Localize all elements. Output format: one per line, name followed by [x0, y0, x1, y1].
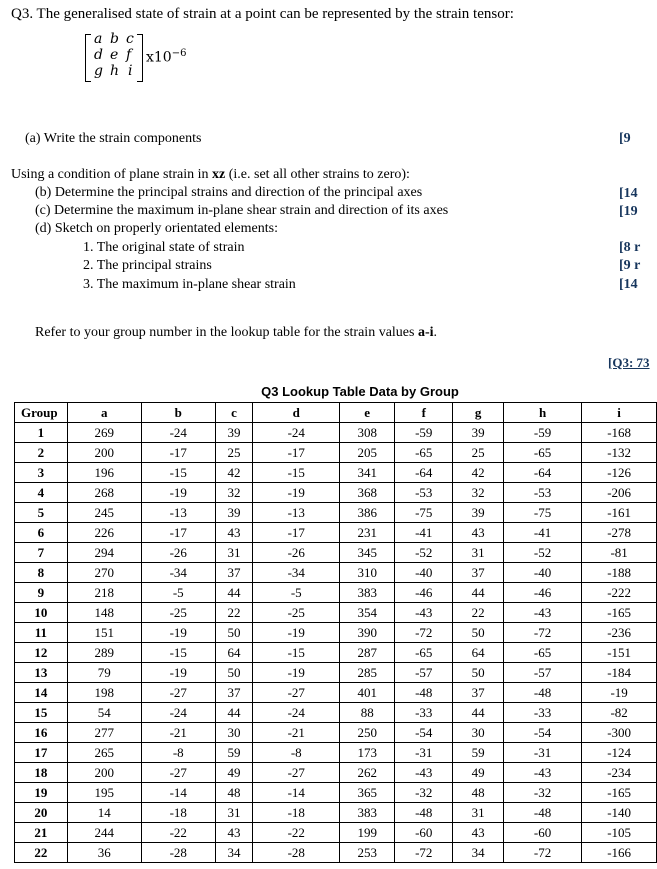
table-row [15, 423, 657, 443]
sub-item-3: 3. The maximum in-plane shear strain [83, 277, 296, 292]
table-header-row [15, 403, 657, 423]
strain-value-cell: 250 [340, 723, 395, 743]
question-title: Q3. The generalised state of strain at a point can be represented by the strain tensor: [11, 6, 514, 22]
strain-value-cell: 50 [453, 623, 504, 643]
strain-value-cell: 34 [215, 843, 253, 863]
table-row [15, 463, 657, 483]
marks-d3: [14 [619, 277, 638, 292]
table-row [15, 443, 657, 463]
column-header-f: f [395, 403, 453, 423]
strain-value-cell: -31 [395, 743, 453, 763]
strain-value-cell: 308 [340, 423, 395, 443]
strain-value-cell: -8 [141, 743, 215, 763]
strain-value-cell: 43 [453, 823, 504, 843]
strain-value-cell: 49 [453, 763, 504, 783]
strain-value-cell: 31 [215, 803, 253, 823]
strain-value-cell: 200 [67, 443, 141, 463]
marks-a: [9 [619, 131, 631, 146]
strain-value-cell: 285 [340, 663, 395, 683]
table-row [15, 563, 657, 583]
strain-value-cell: -21 [253, 723, 340, 743]
strain-value-cell: -166 [582, 843, 657, 863]
strain-value-cell: 44 [453, 703, 504, 723]
strain-value-cell: -24 [253, 703, 340, 723]
strain-value-cell: -72 [395, 843, 453, 863]
strain-value-cell: -72 [503, 623, 581, 643]
strain-value-cell: -15 [141, 643, 215, 663]
sub-item-1: 1. The original state of strain [83, 240, 245, 255]
group-number-cell: 13 [15, 663, 68, 683]
group-number-cell: 12 [15, 643, 68, 663]
strain-value-cell: 200 [67, 763, 141, 783]
strain-value-cell: 365 [340, 783, 395, 803]
table-row [15, 783, 657, 803]
strain-value-cell: 34 [453, 843, 504, 863]
strain-value-cell: 289 [67, 643, 141, 663]
column-header-group: Group [15, 403, 68, 423]
group-number-cell: 18 [15, 763, 68, 783]
strain-value-cell: 244 [67, 823, 141, 843]
strain-value-cell: -72 [503, 843, 581, 863]
table-row [15, 723, 657, 743]
strain-value-cell: 195 [67, 783, 141, 803]
tensor-cell: f [126, 47, 132, 63]
strain-value-cell: -53 [503, 483, 581, 503]
strain-value-cell: -33 [395, 703, 453, 723]
table-row [15, 603, 657, 623]
strain-value-cell: -25 [141, 603, 215, 623]
strain-value-cell: -64 [395, 463, 453, 483]
group-number-cell: 15 [15, 703, 68, 723]
table-row [15, 503, 657, 523]
strain-value-cell: 226 [67, 523, 141, 543]
table-row [15, 683, 657, 703]
strain-value-cell: 44 [215, 583, 253, 603]
lookup-table [14, 402, 657, 863]
strain-value-cell: -41 [395, 523, 453, 543]
column-header-i: i [582, 403, 657, 423]
refer-instruction: Refer to your group number in the lookup table for the strain values a-i. [35, 325, 438, 340]
strain-value-cell: -27 [141, 763, 215, 783]
strain-value-cell: 32 [215, 483, 253, 503]
strain-value-cell: 148 [67, 603, 141, 623]
marks-c: [19 [619, 204, 638, 219]
strain-value-cell: -22 [141, 823, 215, 843]
column-header-h: h [503, 403, 581, 423]
strain-value-cell: 253 [340, 843, 395, 863]
strain-value-cell: 64 [215, 643, 253, 663]
strain-value-cell: -132 [582, 443, 657, 463]
strain-value-cell: -43 [503, 603, 581, 623]
strain-value-cell: -14 [141, 783, 215, 803]
strain-value-cell: -234 [582, 763, 657, 783]
table-row [15, 483, 657, 503]
column-header-e: e [340, 403, 395, 423]
strain-value-cell: -151 [582, 643, 657, 663]
strain-value-cell: -34 [253, 563, 340, 583]
strain-value-cell: -48 [503, 803, 581, 823]
strain-value-cell: 88 [340, 703, 395, 723]
strain-value-cell: -13 [253, 503, 340, 523]
table-row [15, 843, 657, 863]
strain-value-cell: -75 [503, 503, 581, 523]
strain-value-cell: -278 [582, 523, 657, 543]
strain-value-cell: 79 [67, 663, 141, 683]
strain-value-cell: 50 [215, 663, 253, 683]
strain-value-cell: 64 [453, 643, 504, 663]
group-number-cell: 14 [15, 683, 68, 703]
strain-value-cell: 37 [453, 563, 504, 583]
strain-value-cell: -21 [141, 723, 215, 743]
strain-value-cell: -27 [141, 683, 215, 703]
strain-value-cell: -18 [253, 803, 340, 823]
strain-value-cell: 383 [340, 803, 395, 823]
strain-value-cell: -25 [253, 603, 340, 623]
group-number-cell: 11 [15, 623, 68, 643]
strain-value-cell: -17 [253, 443, 340, 463]
sub-item-2: 2. The principal strains [83, 258, 212, 273]
tensor-cell: i [128, 63, 133, 79]
strain-value-cell: -82 [582, 703, 657, 723]
total-marks: [Q3: 73 [608, 355, 650, 370]
strain-value-cell: -81 [582, 543, 657, 563]
group-number-cell: 17 [15, 743, 68, 763]
table-row [15, 763, 657, 783]
strain-value-cell: 30 [453, 723, 504, 743]
strain-value-cell: -75 [395, 503, 453, 523]
strain-value-cell: 310 [340, 563, 395, 583]
strain-value-cell: -72 [395, 623, 453, 643]
strain-value-cell: 48 [453, 783, 504, 803]
strain-value-cell: 44 [215, 703, 253, 723]
strain-value-cell: -43 [395, 603, 453, 623]
strain-value-cell: -65 [395, 643, 453, 663]
strain-value-cell: 368 [340, 483, 395, 503]
strain-value-cell: -161 [582, 503, 657, 523]
strain-value-cell: 262 [340, 763, 395, 783]
strain-value-cell: -8 [253, 743, 340, 763]
strain-value-cell: 42 [453, 463, 504, 483]
strain-value-cell: -188 [582, 563, 657, 583]
strain-value-cell: 277 [67, 723, 141, 743]
strain-value-cell: -19 [141, 663, 215, 683]
strain-value-cell: 31 [215, 543, 253, 563]
strain-value-cell: -19 [141, 623, 215, 643]
strain-value-cell: -65 [503, 643, 581, 663]
strain-value-cell: 268 [67, 483, 141, 503]
strain-value-cell: 43 [215, 823, 253, 843]
strain-value-cell: 265 [67, 743, 141, 763]
strain-value-cell: -33 [503, 703, 581, 723]
strain-value-cell: -26 [141, 543, 215, 563]
plane-strain-intro: Using a condition of plane strain in xz (i.e. set all other strains to zero): [11, 167, 410, 182]
strain-value-cell: -22 [253, 823, 340, 843]
strain-value-cell: -15 [253, 643, 340, 663]
part-b: (b) Determine the principal strains and direction of the principal axes [35, 185, 423, 200]
group-number-cell: 9 [15, 583, 68, 603]
strain-value-cell: -31 [503, 743, 581, 763]
strain-value-cell: -17 [141, 443, 215, 463]
strain-value-cell: -24 [253, 423, 340, 443]
strain-value-cell: 39 [215, 423, 253, 443]
strain-value-cell: -19 [253, 623, 340, 643]
marks-d2: [9 r [619, 258, 641, 273]
strain-value-cell: 231 [340, 523, 395, 543]
strain-value-cell: -59 [503, 423, 581, 443]
strain-value-cell: -18 [141, 803, 215, 823]
strain-value-cell: 43 [215, 523, 253, 543]
strain-value-cell: -24 [141, 703, 215, 723]
group-number-cell: 5 [15, 503, 68, 523]
strain-value-cell: 32 [453, 483, 504, 503]
group-number-cell: 10 [15, 603, 68, 623]
strain-value-cell: -32 [395, 783, 453, 803]
strain-value-cell: -54 [503, 723, 581, 743]
tensor-cell: a [94, 31, 103, 47]
strain-value-cell: -14 [253, 783, 340, 803]
strain-value-cell: 218 [67, 583, 141, 603]
strain-value-cell: 22 [453, 603, 504, 623]
strain-value-cell: 25 [453, 443, 504, 463]
column-header-c: c [215, 403, 253, 423]
strain-value-cell: 205 [340, 443, 395, 463]
strain-value-cell: -15 [141, 463, 215, 483]
strain-value-cell: 22 [215, 603, 253, 623]
strain-value-cell: -17 [141, 523, 215, 543]
group-number-cell: 16 [15, 723, 68, 743]
strain-value-cell: -236 [582, 623, 657, 643]
strain-value-cell: 196 [67, 463, 141, 483]
strain-value-cell: -41 [503, 523, 581, 543]
strain-value-cell: -40 [503, 563, 581, 583]
tensor-cell: g [94, 63, 103, 79]
strain-value-cell: 31 [453, 543, 504, 563]
strain-value-cell: 354 [340, 603, 395, 623]
strain-value-cell: 269 [67, 423, 141, 443]
strain-value-cell: -165 [582, 783, 657, 803]
tensor-cell: d [94, 47, 103, 63]
strain-value-cell: 173 [340, 743, 395, 763]
strain-value-cell: 43 [453, 523, 504, 543]
strain-value-cell: -19 [253, 483, 340, 503]
strain-value-cell: -32 [503, 783, 581, 803]
column-header-b: b [141, 403, 215, 423]
strain-value-cell: 25 [215, 443, 253, 463]
strain-value-cell: -54 [395, 723, 453, 743]
strain-value-cell: 36 [67, 843, 141, 863]
tensor-cell: b [110, 31, 119, 47]
strain-value-cell: 294 [67, 543, 141, 563]
strain-value-cell: 199 [340, 823, 395, 843]
strain-value-cell: -43 [503, 763, 581, 783]
strain-value-cell: -19 [253, 663, 340, 683]
table-row [15, 663, 657, 683]
tensor-cell: c [126, 31, 134, 47]
group-number-cell: 1 [15, 423, 68, 443]
strain-value-cell: -65 [503, 443, 581, 463]
table-caption: Q3 Lookup Table Data by Group [261, 384, 459, 399]
group-number-cell: 8 [15, 563, 68, 583]
strain-value-cell: -126 [582, 463, 657, 483]
strain-value-cell: 44 [453, 583, 504, 603]
strain-value-cell: -19 [582, 683, 657, 703]
strain-value-cell: -60 [503, 823, 581, 843]
group-number-cell: 3 [15, 463, 68, 483]
strain-value-cell: -17 [253, 523, 340, 543]
strain-value-cell: -40 [395, 563, 453, 583]
table-row [15, 543, 657, 563]
table-row [15, 743, 657, 763]
strain-value-cell: -168 [582, 423, 657, 443]
right-bracket [137, 34, 143, 82]
strain-value-cell: 31 [453, 803, 504, 823]
part-d: (d) Sketch on properly orientated elements: [35, 221, 278, 236]
strain-value-cell: -28 [141, 843, 215, 863]
strain-value-cell: 49 [215, 763, 253, 783]
strain-value-cell: -26 [253, 543, 340, 563]
strain-value-cell: -13 [141, 503, 215, 523]
strain-value-cell: -46 [503, 583, 581, 603]
column-header-d: d [253, 403, 340, 423]
strain-value-cell: 341 [340, 463, 395, 483]
marks-b: [14 [619, 186, 638, 201]
strain-value-cell: -206 [582, 483, 657, 503]
strain-value-cell: 287 [340, 643, 395, 663]
strain-value-cell: 270 [67, 563, 141, 583]
strain-value-cell: 50 [215, 623, 253, 643]
group-number-cell: 6 [15, 523, 68, 543]
group-number-cell: 19 [15, 783, 68, 803]
strain-value-cell: 151 [67, 623, 141, 643]
table-row [15, 823, 657, 843]
left-bracket [85, 34, 91, 82]
strain-value-cell: -43 [395, 763, 453, 783]
table-row [15, 523, 657, 543]
strain-value-cell: -65 [395, 443, 453, 463]
strain-value-cell: -52 [503, 543, 581, 563]
strain-value-cell: 14 [67, 803, 141, 823]
strain-value-cell: -48 [503, 683, 581, 703]
strain-value-cell: -222 [582, 583, 657, 603]
strain-value-cell: 245 [67, 503, 141, 523]
strain-value-cell: 39 [215, 503, 253, 523]
group-number-cell: 4 [15, 483, 68, 503]
strain-value-cell: -165 [582, 603, 657, 623]
strain-value-cell: 390 [340, 623, 395, 643]
column-header-g: g [453, 403, 504, 423]
strain-value-cell: -46 [395, 583, 453, 603]
strain-value-cell: -64 [503, 463, 581, 483]
part-a: (a) Write the strain components [25, 131, 202, 146]
strain-value-cell: -15 [253, 463, 340, 483]
strain-value-cell: 39 [453, 423, 504, 443]
strain-value-cell: 37 [215, 563, 253, 583]
strain-value-cell: 59 [453, 743, 504, 763]
tensor-multiplier: $x10^{-6}$ [146, 48, 187, 66]
strain-value-cell: 54 [67, 703, 141, 723]
strain-value-cell: 50 [453, 663, 504, 683]
strain-value-cell: -5 [253, 583, 340, 603]
part-c: (c) Determine the maximum in-plane shear strain and direction of its axes [35, 203, 449, 218]
strain-value-cell: -34 [141, 563, 215, 583]
tensor-cell: e [110, 47, 119, 63]
strain-value-cell: 39 [453, 503, 504, 523]
strain-value-cell: -19 [141, 483, 215, 503]
strain-value-cell: -140 [582, 803, 657, 823]
group-number-cell: 22 [15, 843, 68, 863]
column-header-a: a [67, 403, 141, 423]
strain-value-cell: -60 [395, 823, 453, 843]
strain-value-cell: -5 [141, 583, 215, 603]
strain-value-cell: -184 [582, 663, 657, 683]
strain-value-cell: -300 [582, 723, 657, 743]
strain-value-cell: -28 [253, 843, 340, 863]
strain-value-cell: 48 [215, 783, 253, 803]
table-row [15, 643, 657, 663]
tensor-cell: h [110, 63, 120, 79]
strain-value-cell: -57 [395, 663, 453, 683]
strain-value-cell: 383 [340, 583, 395, 603]
marks-d1: [8 r [619, 240, 641, 255]
strain-value-cell: -53 [395, 483, 453, 503]
strain-value-cell: 37 [215, 683, 253, 703]
table-row [15, 803, 657, 823]
strain-value-cell: 30 [215, 723, 253, 743]
table-row [15, 703, 657, 723]
strain-value-cell: -24 [141, 423, 215, 443]
strain-value-cell: -124 [582, 743, 657, 763]
strain-value-cell: -52 [395, 543, 453, 563]
strain-value-cell: -27 [253, 763, 340, 783]
strain-value-cell: -48 [395, 683, 453, 703]
strain-value-cell: -105 [582, 823, 657, 843]
group-number-cell: 7 [15, 543, 68, 563]
strain-value-cell: 198 [67, 683, 141, 703]
strain-value-cell: 42 [215, 463, 253, 483]
strain-value-cell: 386 [340, 503, 395, 523]
strain-value-cell: 59 [215, 743, 253, 763]
strain-value-cell: -48 [395, 803, 453, 823]
table-row [15, 583, 657, 603]
strain-tensor [85, 32, 225, 82]
strain-value-cell: -57 [503, 663, 581, 683]
table-row [15, 623, 657, 643]
strain-value-cell: 345 [340, 543, 395, 563]
strain-value-cell: -59 [395, 423, 453, 443]
group-number-cell: 20 [15, 803, 68, 823]
strain-value-cell: 401 [340, 683, 395, 703]
strain-value-cell: 37 [453, 683, 504, 703]
group-number-cell: 21 [15, 823, 68, 843]
group-number-cell: 2 [15, 443, 68, 463]
strain-value-cell: -27 [253, 683, 340, 703]
